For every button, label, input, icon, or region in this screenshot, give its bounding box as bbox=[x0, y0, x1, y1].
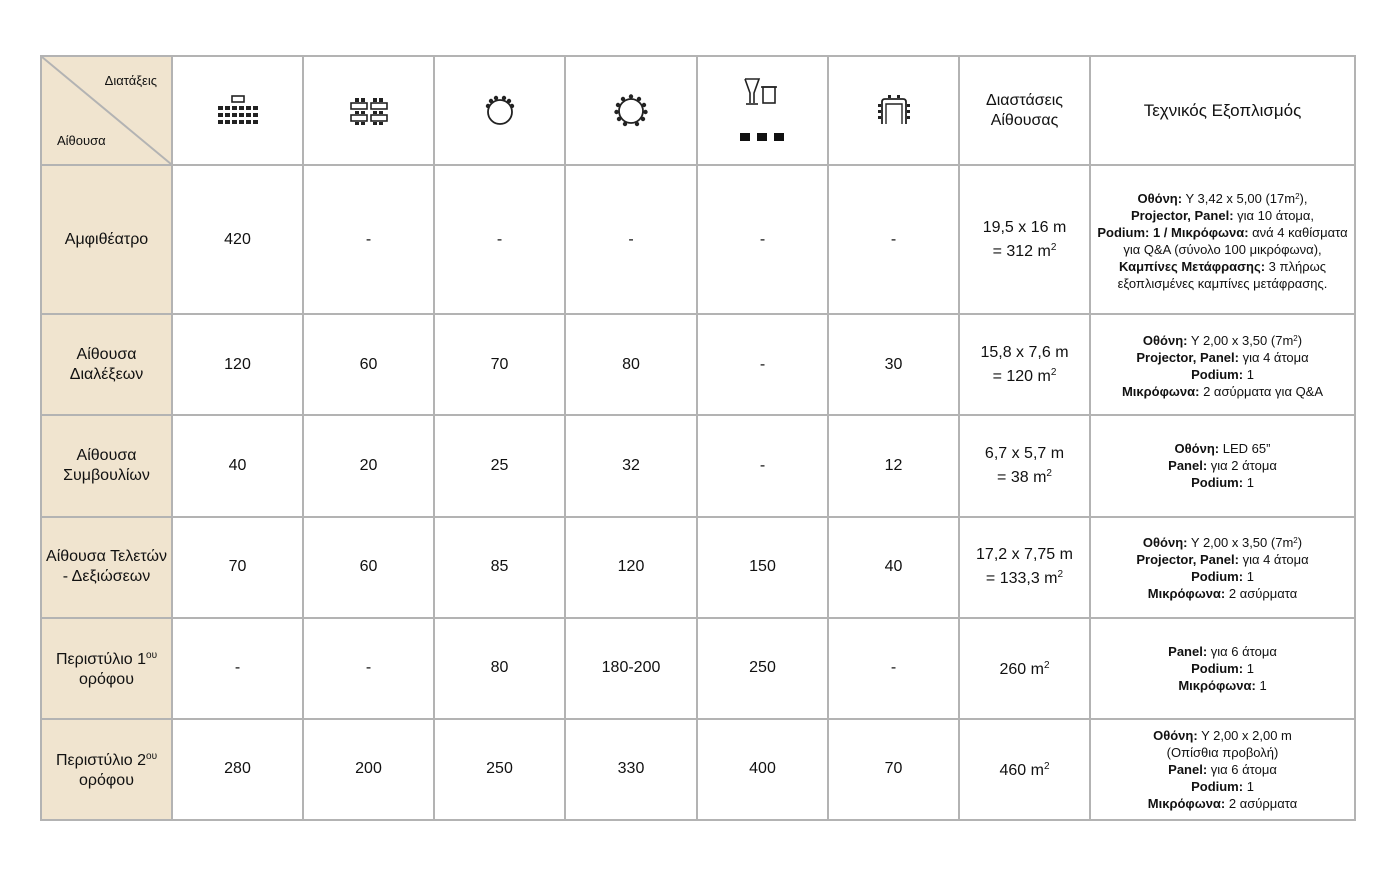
cocktail-glass-icon bbox=[733, 73, 793, 149]
area-unit-exponent: 2 bbox=[1043, 660, 1050, 672]
equipment-item-label: Podium: bbox=[1191, 778, 1244, 794]
round-table-icon bbox=[611, 93, 651, 129]
dimensions-area: = 133,3 m bbox=[985, 570, 1058, 588]
capacity-cell: - bbox=[434, 165, 565, 314]
room-name-cell bbox=[41, 719, 172, 820]
equipment-item-label: Οθόνη: bbox=[1142, 535, 1188, 551]
capacity-cell: 32 bbox=[565, 415, 697, 516]
capacity-cell: - bbox=[697, 165, 828, 314]
equipment-item-value: Υ 2,00 x 2,00 m bbox=[1197, 727, 1292, 743]
equipment-item-label: Panel: bbox=[1168, 458, 1208, 474]
equipment-item-label: Podium: bbox=[1191, 569, 1244, 585]
classroom-seating-icon bbox=[345, 94, 393, 128]
equipment-item-value: 2 ασύρματα για Q&A bbox=[1199, 383, 1324, 399]
equipment-item-value: 3 πλήρως εξοπλισμένες καμπίνες μετάφρασης. bbox=[1117, 258, 1328, 291]
equipment-item-label: Καμπίνες Μετάφρασης: bbox=[1118, 258, 1266, 274]
equipment-cell bbox=[1090, 165, 1355, 314]
capacity-cell: 150 bbox=[697, 517, 828, 618]
capacity-cell: 80 bbox=[434, 618, 565, 719]
equipment-cell bbox=[1090, 415, 1355, 516]
room-name-floor: ορόφου bbox=[79, 671, 134, 689]
equipment-item-label: Μικρόφωνα: bbox=[1121, 383, 1200, 399]
capacity-cell: 280 bbox=[172, 719, 303, 820]
capacity-cell: 120 bbox=[565, 517, 697, 618]
capacity-cell: - bbox=[303, 165, 434, 314]
dimensions-cell bbox=[959, 314, 1090, 415]
equipment-item-value: 1 bbox=[1243, 366, 1254, 382]
capacity-cell: - bbox=[697, 415, 828, 516]
equipment-item-value: 1 bbox=[1243, 778, 1254, 794]
room-name: Αμφιθέατρο bbox=[64, 230, 149, 248]
room-name: Περιστύλιο 1 bbox=[55, 651, 147, 669]
dimensions-cell bbox=[959, 618, 1090, 719]
dimensions-cell bbox=[959, 517, 1090, 618]
equipment-unit-exponent: 2 bbox=[1293, 536, 1298, 546]
equipment-item-value: 1 bbox=[1243, 660, 1254, 676]
capacity-cell: - bbox=[565, 165, 697, 314]
capacity-cell: 40 bbox=[172, 415, 303, 516]
equipment-item-value: Υ 3,42 x 5,00 (17m bbox=[1182, 190, 1296, 206]
equipment-item-label: Projector, Panel: bbox=[1136, 552, 1239, 568]
equipment-item-label: Panel: bbox=[1168, 643, 1208, 659]
dimensions-header: Διαστάσεις Αίθουσας bbox=[959, 56, 1090, 165]
capacity-cell: 400 bbox=[697, 719, 828, 820]
dimensions-area: 460 m bbox=[999, 762, 1044, 780]
equipment-item-label: Podium: 1 / Μικρόφωνα: bbox=[1097, 224, 1249, 240]
room-ordinal-suffix: ου bbox=[146, 751, 158, 763]
dimensions-area: 260 m bbox=[999, 661, 1044, 679]
dimensions-cell bbox=[959, 165, 1090, 314]
area-unit-exponent: 2 bbox=[1050, 366, 1057, 378]
area-unit-exponent: 2 bbox=[1043, 761, 1050, 773]
equipment-item-value: (Οπίσθια προβολή) bbox=[1166, 744, 1279, 760]
dimensions-cell bbox=[959, 415, 1090, 516]
table-row bbox=[41, 314, 1355, 415]
equipment-item-value: 1 bbox=[1243, 569, 1254, 585]
capacity-cell: 60 bbox=[303, 517, 434, 618]
capacity-cell: 80 bbox=[565, 314, 697, 415]
capacity-cell: 200 bbox=[303, 719, 434, 820]
dimensions-size: 6,7 x 5,7 m bbox=[984, 444, 1065, 462]
room-name-cell bbox=[41, 517, 172, 618]
dimensions-cell bbox=[959, 719, 1090, 820]
equipment-item-label: Οθόνη: bbox=[1137, 190, 1183, 206]
capacity-cell: 30 bbox=[828, 314, 959, 415]
room-name-cell bbox=[41, 165, 172, 314]
room-ordinal-suffix: ου bbox=[146, 650, 158, 662]
area-unit-exponent: 2 bbox=[1050, 241, 1057, 253]
table-row bbox=[41, 719, 1355, 820]
capacity-cell: - bbox=[303, 618, 434, 719]
room-name-cell bbox=[41, 415, 172, 516]
area-unit-exponent: 2 bbox=[1057, 569, 1064, 581]
table-row bbox=[41, 517, 1355, 618]
capacity-cell: 180-200 bbox=[565, 618, 697, 719]
equipment-item-value: 2 ασύρματα bbox=[1225, 586, 1298, 602]
area-unit-exponent: 2 bbox=[1046, 467, 1052, 479]
equipment-item-label: Projector, Panel: bbox=[1136, 349, 1239, 365]
capacity-cell: 420 bbox=[172, 165, 303, 314]
layout-header-theater bbox=[172, 56, 303, 165]
equipment-item-label: Οθόνη: bbox=[1142, 332, 1188, 348]
u-shape-boardroom-icon bbox=[874, 94, 914, 128]
table-row bbox=[41, 618, 1355, 719]
equipment-item-label: Μικρόφωνα: bbox=[1147, 795, 1226, 811]
corner-cell bbox=[41, 56, 172, 165]
equipment-item-value: Υ 2,00 x 3,50 (7m bbox=[1187, 535, 1294, 551]
table-row bbox=[41, 165, 1355, 314]
equipment-item-value: 1 bbox=[1243, 475, 1254, 491]
capacity-cell: 330 bbox=[565, 719, 697, 820]
capacity-cell: 70 bbox=[434, 314, 565, 415]
equipment-item-label: Podium: bbox=[1191, 366, 1244, 382]
dimensions-size: 15,8 x 7,6 m bbox=[980, 343, 1069, 361]
header-row bbox=[41, 56, 1355, 165]
equipment-item-label: Οθόνη: bbox=[1153, 727, 1198, 743]
equipment-item-label: Panel: bbox=[1168, 761, 1208, 777]
equipment-cell bbox=[1090, 618, 1355, 719]
capacity-cell: 85 bbox=[434, 517, 565, 618]
equipment-item-value: Υ 2,00 x 3,50 (7m bbox=[1187, 332, 1294, 348]
equipment-item-value: 2 ασύρματα bbox=[1225, 795, 1298, 811]
equipment-item-value-end: ) bbox=[1297, 332, 1303, 348]
equipment-item-value-end: ) bbox=[1297, 535, 1303, 551]
equipment-item-label: Podium: bbox=[1191, 660, 1244, 676]
equipment-item-label: Podium: bbox=[1191, 475, 1244, 491]
room-name-floor: ορόφου bbox=[79, 772, 134, 790]
capacity-cell: 25 bbox=[434, 415, 565, 516]
equipment-item-label: Οθόνη: bbox=[1174, 441, 1220, 457]
equipment-item-value: 1 bbox=[1255, 677, 1267, 693]
layout-header-u-round bbox=[434, 56, 565, 165]
capacity-cell: 20 bbox=[303, 415, 434, 516]
equipment-item-value-end: ), bbox=[1299, 190, 1308, 206]
capacity-cell: - bbox=[697, 314, 828, 415]
u-shape-round-icon bbox=[480, 93, 520, 129]
dimensions-area: = 312 m bbox=[992, 242, 1051, 260]
capacity-cell: 250 bbox=[697, 618, 828, 719]
equipment-unit-exponent: 2 bbox=[1295, 191, 1300, 201]
capacity-cell: 70 bbox=[828, 719, 959, 820]
equipment-cell bbox=[1090, 314, 1355, 415]
equipment-cell bbox=[1090, 719, 1355, 820]
table-row bbox=[41, 415, 1355, 516]
theater-seating-icon bbox=[214, 94, 262, 128]
layouts-label: Διατάξεις bbox=[104, 73, 157, 88]
layout-header-classroom bbox=[303, 56, 434, 165]
capacity-cell: 70 bbox=[172, 517, 303, 618]
capacity-cell: 40 bbox=[828, 517, 959, 618]
capacity-cell: 60 bbox=[303, 314, 434, 415]
capacity-cell: - bbox=[172, 618, 303, 719]
dimensions-area: = 120 m bbox=[992, 367, 1051, 385]
dimensions-size: 19,5 x 16 m bbox=[982, 218, 1067, 236]
equipment-item-label: Μικρόφωνα: bbox=[1147, 586, 1226, 602]
equipment-cell bbox=[1090, 517, 1355, 618]
room-name-cell bbox=[41, 618, 172, 719]
room-name: Περιστύλιο 2 bbox=[55, 752, 147, 770]
layout-header-round bbox=[565, 56, 697, 165]
layout-header-cocktail bbox=[697, 56, 828, 165]
room-name: Αίθουσα Συμβουλίων bbox=[63, 446, 150, 484]
equipment-unit-exponent: 2 bbox=[1293, 333, 1298, 343]
equipment-item-value: LED 65” bbox=[1219, 441, 1271, 457]
layout-header-boardroom bbox=[828, 56, 959, 165]
room-name: Αίθουσα Διαλέξεων bbox=[69, 345, 144, 383]
equipment-item-value: για 4 άτομα bbox=[1238, 552, 1309, 568]
capacity-cell: 120 bbox=[172, 314, 303, 415]
room-name: Αίθουσα Τελετών - Δεξιώσεων bbox=[46, 548, 167, 586]
equipment-header: Τεχνικός Εξοπλισμός bbox=[1090, 56, 1355, 165]
capacity-cell: - bbox=[828, 165, 959, 314]
equipment-item-value: για 2 άτομα bbox=[1207, 458, 1277, 474]
capacity-cell: 250 bbox=[434, 719, 565, 820]
room-label: Αίθουσα bbox=[57, 133, 106, 148]
capacity-cell: 12 bbox=[828, 415, 959, 516]
equipment-item-value: για 10 άτομα, bbox=[1233, 207, 1315, 223]
capacity-cell: - bbox=[828, 618, 959, 719]
dimensions-area: = 38 m bbox=[997, 468, 1047, 486]
equipment-item-label: Projector, Panel: bbox=[1130, 207, 1234, 223]
equipment-item-label: Μικρόφωνα: bbox=[1178, 677, 1256, 693]
equipment-item-value: ανά 4 καθίσματα για Q&A (σύνολο 100 μικρόφωνα), bbox=[1123, 224, 1348, 257]
equipment-item-value: για 6 άτομα bbox=[1207, 643, 1277, 659]
dimensions-size: 17,2 x 7,75 m bbox=[976, 546, 1073, 564]
venue-capacity-table bbox=[40, 55, 1356, 821]
room-name-cell bbox=[41, 314, 172, 415]
equipment-item-value: για 6 άτομα bbox=[1207, 761, 1277, 777]
equipment-item-value: για 4 άτομα bbox=[1238, 349, 1309, 365]
